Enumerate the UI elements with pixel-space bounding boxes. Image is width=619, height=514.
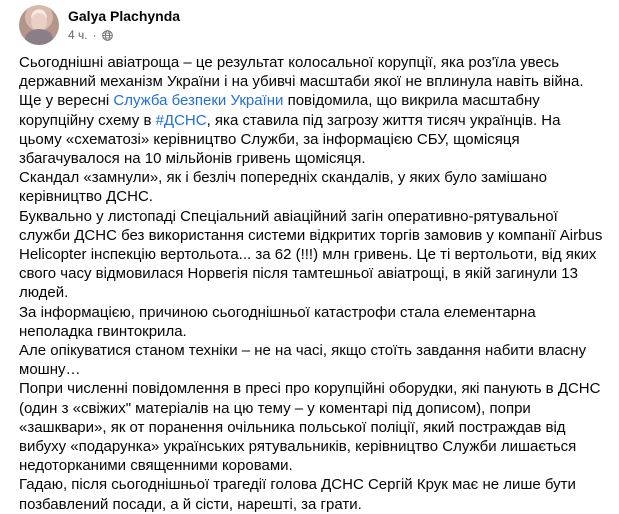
post-text: Але опікуватися станом техніки – не на часі, якщо стоїть завдання набити власну мошну… (19, 342, 587, 379)
post-text: Гадаю, після сьогоднішньої трагедії голова ДСНС Сергій Крук має не лише бути позбавлений посади, а й сісти, нарешті, за грати. (19, 476, 576, 513)
post-body (19, 53, 604, 514)
post-meta (68, 27, 113, 43)
author-avatar[interactable] (19, 5, 59, 45)
hashtag-link[interactable]: #ДСНС (155, 111, 207, 129)
meta-separator: · (92, 28, 97, 42)
post-paragraph (19, 207, 604, 303)
post-text: , яка ставила під загрозу життя тисяч українців. На цьому «схематозі» керівництво Служби, за інформацією СБУ, щомісяця збагачувалося на 10 мільйонів гривень щомісяця. (19, 111, 561, 168)
post-text: Попри численні повідомлення в пресі про корупційні оборудки, які панують в ДСНС (один з «свіжих" матеріалів на цю тему – у коментарі під дописом), попри «зашквари», як от поранення очільника польської поліції, який постраждав від вибуху «подарунка» українських рятувальників, керівництво Служби лишається недоторканими священними коровами. (19, 380, 601, 475)
post-paragraph (19, 53, 604, 91)
post-timestamp[interactable]: 4 ч. (68, 28, 88, 42)
post-text: Сьогоднішні авіатроща – це результат колосальної корупції, яка роз'їла увесь державний механізм України і на убивчі масштаби якої не вплинула навіть війна. (19, 54, 584, 91)
post-paragraph (19, 91, 604, 168)
post-paragraph (19, 168, 604, 206)
post-paragraph (19, 379, 604, 475)
globe-icon[interactable] (102, 30, 113, 41)
post-paragraph (19, 303, 604, 341)
post-text: Ще у вересні (19, 92, 114, 110)
author-name[interactable]: Galya Plachynda (68, 8, 181, 24)
post-paragraph (19, 341, 604, 379)
post-text: повідомила, що викрила масштабну корупційну схему в (19, 92, 540, 129)
post-text: Скандал «замнули», як і безліч попередніх скандалів, у яких було замішано керівництво ДСНС. (19, 169, 548, 206)
post-text: Буквально у листопаді Спеціальний авіаційний загін оперативно-рятувальної служби ДСНС без використання системи відкритих торгів замовив у компанії Airbus Helicopter інспекцію вертольота... за 62 (!!!) млн гривень. Це ті вертольоти, від яких свого часу відмовилася Норвегія після тамтешньої авіатрощі, в якій загинули 13 людей. (19, 207, 603, 302)
page-link[interactable]: Служба безпеки України (113, 92, 284, 110)
post-paragraph (19, 475, 604, 513)
post-text: За інформацією, причиною сьогоднішньої катастрофи стала елементарна неполадка гвинтокрила. (19, 303, 536, 340)
